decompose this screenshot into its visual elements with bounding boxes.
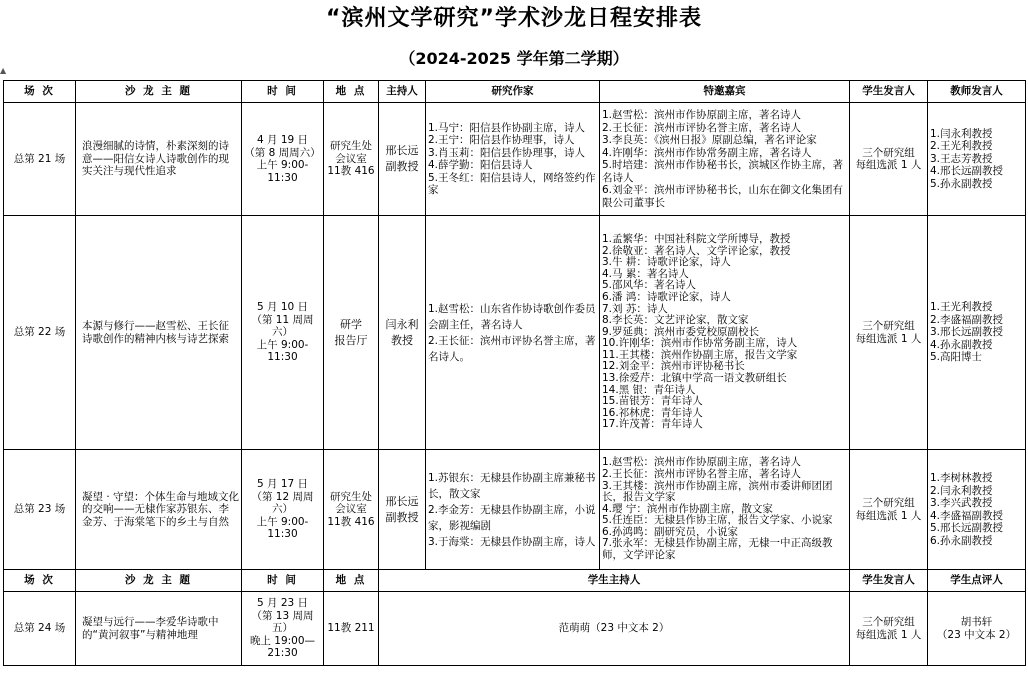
session-clock: 上午 9:00-11:30	[256, 159, 309, 184]
list-item: 2.王长征：滨州市评协名誉主席，著名诗人	[602, 121, 802, 134]
venue-line: 会议室	[335, 503, 367, 516]
session-number: 总第 22 场	[4, 216, 76, 450]
session-week: （第 8 周周六）	[244, 146, 321, 159]
host-name: 闫永利	[385, 317, 419, 331]
list-item: 4.许刚华：滨州市作协常务副主席，著名诗人	[602, 146, 812, 159]
header-row	[4, 81, 1026, 103]
session-date: 4 月 19 日	[256, 134, 309, 146]
schedule-table	[3, 80, 1026, 666]
student-line: 三个研究组	[862, 616, 915, 628]
student-line: 三个研究组	[862, 497, 915, 509]
list-item: 5.任连臣：无棣县作协主席，报告文学家、小说家	[602, 514, 833, 527]
session-week: （第 13 周周五）	[251, 609, 314, 635]
venue-line: 报告厅	[334, 333, 368, 347]
session-student-speakers	[850, 450, 928, 570]
list-item: 14.黑 银：青年诗人	[602, 383, 696, 396]
list-item: 3.李兴武教授	[930, 497, 993, 509]
session-clock: 晚上 19:00—21:30	[249, 634, 316, 660]
page-subtitle: （2024-2025 学年第二学期）	[399, 49, 629, 68]
list-item: 2.王光利教授	[930, 140, 993, 153]
list-item: 17.许茂菁：青年诗人	[602, 418, 703, 431]
list-item: 9.罗延典：滨州市委党校原副校长	[602, 325, 760, 338]
venue-line: 11教 416	[327, 165, 375, 178]
header-student-reviewer: 学生点评人	[928, 570, 1026, 592]
session-host	[379, 103, 426, 216]
session-date: 5 月 10 日	[256, 301, 309, 314]
list-item: 6.潘 鸿：诗歌评论家，诗人	[602, 290, 731, 303]
header-venue: 地 点	[324, 81, 379, 103]
list-item: 7.刘 苏：诗人	[602, 302, 668, 315]
session-teacher-speakers	[928, 450, 1026, 570]
session-number: 总第 24 场	[4, 592, 76, 666]
student-line: 每组选派 1 人	[855, 159, 922, 171]
host-name: 邢长远	[385, 494, 419, 508]
session-time	[242, 592, 324, 666]
list-item: 5.邢长远副教授	[930, 522, 1004, 534]
header-topic: 沙 龙 主 题	[76, 570, 242, 592]
session-number: 总第 23 场	[4, 450, 76, 570]
student-line: 每组选派 1 人	[855, 628, 922, 641]
session-topic: 本源与修行——赵雪松、王长征诗歌创作的精神内核与诗艺探索	[76, 216, 242, 450]
venue-line: 11教 416	[327, 515, 375, 528]
session-venue	[324, 450, 379, 570]
list-item: 3.邢长远副教授	[930, 326, 1004, 339]
list-item: 10.许刚华：滨州市作协常务副主席，诗人	[602, 337, 798, 350]
table-row-session-24	[4, 592, 1026, 666]
reviewer-class: （23 中文本 2）	[936, 628, 1017, 641]
header-session: 场 次	[4, 81, 76, 103]
reviewer-name: 胡书轩	[960, 616, 993, 628]
header-topic: 沙 龙 主 题	[76, 81, 242, 103]
table-row-session-23	[4, 450, 1026, 570]
session-topic: 浪漫细腻的诗情，朴素深刻的诗意——阳信女诗人诗歌创作的现实关注与现代性追求	[76, 103, 242, 216]
header-student-speakers: 学生发言人	[850, 81, 928, 103]
session-student-host: 范萌萌（23 中文本 2）	[379, 592, 850, 666]
list-item: 3.牛 耕：诗歌评论家，诗人	[602, 256, 731, 269]
list-item: 2.王长征：滨州市评协名誉主席，著名诗人	[602, 467, 802, 480]
list-item: 5.邵风华：著名诗人	[602, 279, 697, 292]
session-topic: 凝望 · 守望：个体生命与地域文化的交响——无棣作家苏银东、李金芳、于海棠笔下的乡土与自然	[76, 450, 242, 570]
list-item: 3.李良英：《滨州日报》原副总编，著名评论家	[602, 134, 817, 146]
list-item: 8.李长英：文艺评论家，散文家	[602, 314, 749, 327]
student-line: 三个研究组	[862, 320, 915, 332]
session-teacher-speakers	[928, 103, 1026, 216]
session-student-speakers	[850, 103, 928, 216]
list-item: 3.王志芳教授	[930, 152, 993, 165]
list-item: 1.王光利教授	[930, 301, 993, 314]
session-date: 5 月 23 日	[256, 597, 309, 610]
session-guests	[600, 216, 850, 450]
host-title: 教授	[391, 333, 413, 347]
student-line: 三个研究组	[862, 146, 915, 159]
table-row-session-22	[4, 216, 1026, 450]
list-item: 4.薛学勤：阳信县诗人	[428, 159, 533, 171]
list-item: 3.王其楼：滨州市作协副主席，滨州市委讲师团团长，报告文学家	[602, 479, 833, 504]
venue-line: 研究生处	[330, 490, 372, 503]
session-time	[242, 103, 324, 216]
list-item: 2.王长征：滨州市评协名誉主席，著名诗人。	[428, 334, 596, 363]
session-student-speakers	[850, 216, 928, 450]
header-row-2	[4, 570, 1026, 592]
session-writers	[426, 216, 600, 450]
session-venue	[324, 216, 379, 450]
header-host: 主持人	[379, 81, 426, 103]
list-item: 5.高阳博士	[930, 351, 983, 364]
list-item: 1.闫永利教授	[930, 127, 993, 140]
host-name: 邢长远	[385, 144, 419, 157]
list-item: 5.孙永副教授	[930, 177, 993, 190]
list-item: 6.孙永副教授	[930, 534, 993, 547]
session-venue: 11教 211	[324, 592, 379, 666]
venue-line: 会议室	[335, 152, 367, 165]
list-item: 4.马 累：著名诗人	[602, 267, 689, 280]
session-student-speakers	[850, 592, 928, 666]
list-item: 12.刘金平：滨州市评协秘书长	[602, 360, 745, 373]
list-item: 4.李盛福副教授	[930, 509, 1004, 522]
session-time	[242, 450, 324, 570]
session-topic: 凝望与远行——李爱华诗歌中的“黄河叙事”与精神地理	[76, 592, 242, 666]
table-row-session-21	[4, 103, 1026, 216]
list-item: 6.孙鸿鸣：副研究员，小说家	[602, 525, 739, 538]
list-item: 1.赵雪松：滨州市作协原副主席，著名诗人	[602, 456, 802, 469]
list-item: 4.孙永副教授	[930, 338, 993, 351]
list-item: 4.璎 宁：滨州市作协副主席，散文家	[602, 502, 773, 515]
list-item: 3.于海棠：无棣县作协副主席，诗人	[428, 535, 596, 548]
page-title: “滨州文学研究”学术沙龙日程安排表	[326, 6, 702, 31]
list-item: 5.王冬红：阳信县诗人，网络签约作家	[428, 171, 596, 196]
session-date: 5 月 17 日	[256, 478, 309, 491]
session-week: （第 12 周周六）	[251, 490, 314, 516]
session-guests	[600, 450, 850, 570]
list-item: 16.祁林虎：青年诗人	[602, 406, 703, 419]
header-student-host: 学生主持人	[379, 570, 850, 592]
session-host	[379, 216, 426, 450]
header-student-speakers: 学生发言人	[850, 570, 928, 592]
session-writers	[426, 450, 600, 570]
list-item: 13.徐爱芹：北镇中学高一语文教研组长	[602, 372, 787, 385]
session-clock: 上午 9:00-11:30	[256, 515, 309, 541]
student-line: 每组选派 1 人	[855, 332, 922, 345]
host-title: 副教授	[385, 160, 419, 173]
session-student-reviewer	[928, 592, 1026, 666]
session-week: （第 11 周周六）	[251, 313, 314, 339]
list-item: 7.张永军：无棣县作协副主席，无棣一中正高级教师，文学评论家	[602, 537, 833, 562]
session-host	[379, 450, 426, 570]
header-teacher-speakers: 教师发言人	[928, 81, 1026, 103]
list-item: 1.苏银东：无棣县作协副主席兼秘书长，散文家	[428, 471, 596, 500]
list-item: 1.赵雪松：山东省作协诗歌创作委员会副主任，著名诗人	[428, 302, 596, 331]
list-item: 2.闫永利教授	[930, 484, 993, 497]
session-guests	[600, 103, 850, 216]
margin-marker: ▲	[0, 66, 7, 75]
header-guests: 特邀嘉宾	[600, 81, 850, 103]
list-item: 2.李盛福副教授	[930, 313, 1004, 326]
list-item: 4.邢长远副教授	[930, 165, 1004, 178]
list-item: 1.马宁：阳信县作协副主席，诗人	[428, 121, 586, 134]
host-title: 副教授	[385, 510, 419, 524]
header-session: 场 次	[4, 570, 76, 592]
venue-line: 研学	[340, 317, 362, 331]
list-item: 2.李金芳：无棣县作协副主席，小说家，影视编剧	[428, 503, 596, 532]
list-item: 15.苗银芳：青年诗人	[602, 395, 703, 408]
session-clock: 上午 9:00-11:30	[256, 338, 309, 364]
list-item: 1.孟繁华：中国社科院文学所博导，教授	[602, 232, 791, 245]
list-item: 2.王宁：阳信县作协理事，诗人	[428, 134, 575, 146]
session-number: 总第 21 场	[4, 103, 76, 216]
session-writers	[426, 103, 600, 216]
list-item: 5.时培建：滨州市作协秘书长，滨城区作协主席，著名诗人	[602, 159, 844, 184]
list-item: 11.王其楼：滨州作协副主席，报告文学家	[602, 348, 798, 361]
list-item: 3.肖玉莉：阳信县作协理事，诗人	[428, 146, 586, 159]
header-time: 时 间	[242, 81, 324, 103]
header-time: 时 间	[242, 570, 324, 592]
list-item: 6.刘金平：滨州市评协秘书长，山东在御文化集团有限公司董事长	[602, 184, 844, 209]
list-item: 1.赵雪松：滨州市作协原副主席，著名诗人	[602, 109, 802, 121]
list-item: 2.徐敬亚：著名诗人、文学评论家，教授	[602, 244, 791, 257]
session-time	[242, 216, 324, 450]
list-item: 1.李树林教授	[930, 472, 993, 484]
header-venue: 地 点	[324, 570, 379, 592]
session-venue	[324, 103, 379, 216]
session-teacher-speakers	[928, 216, 1026, 450]
student-line: 每组选派 1 人	[855, 509, 922, 522]
header-writers: 研究作家	[426, 81, 600, 103]
venue-line: 研究生处	[330, 140, 372, 153]
